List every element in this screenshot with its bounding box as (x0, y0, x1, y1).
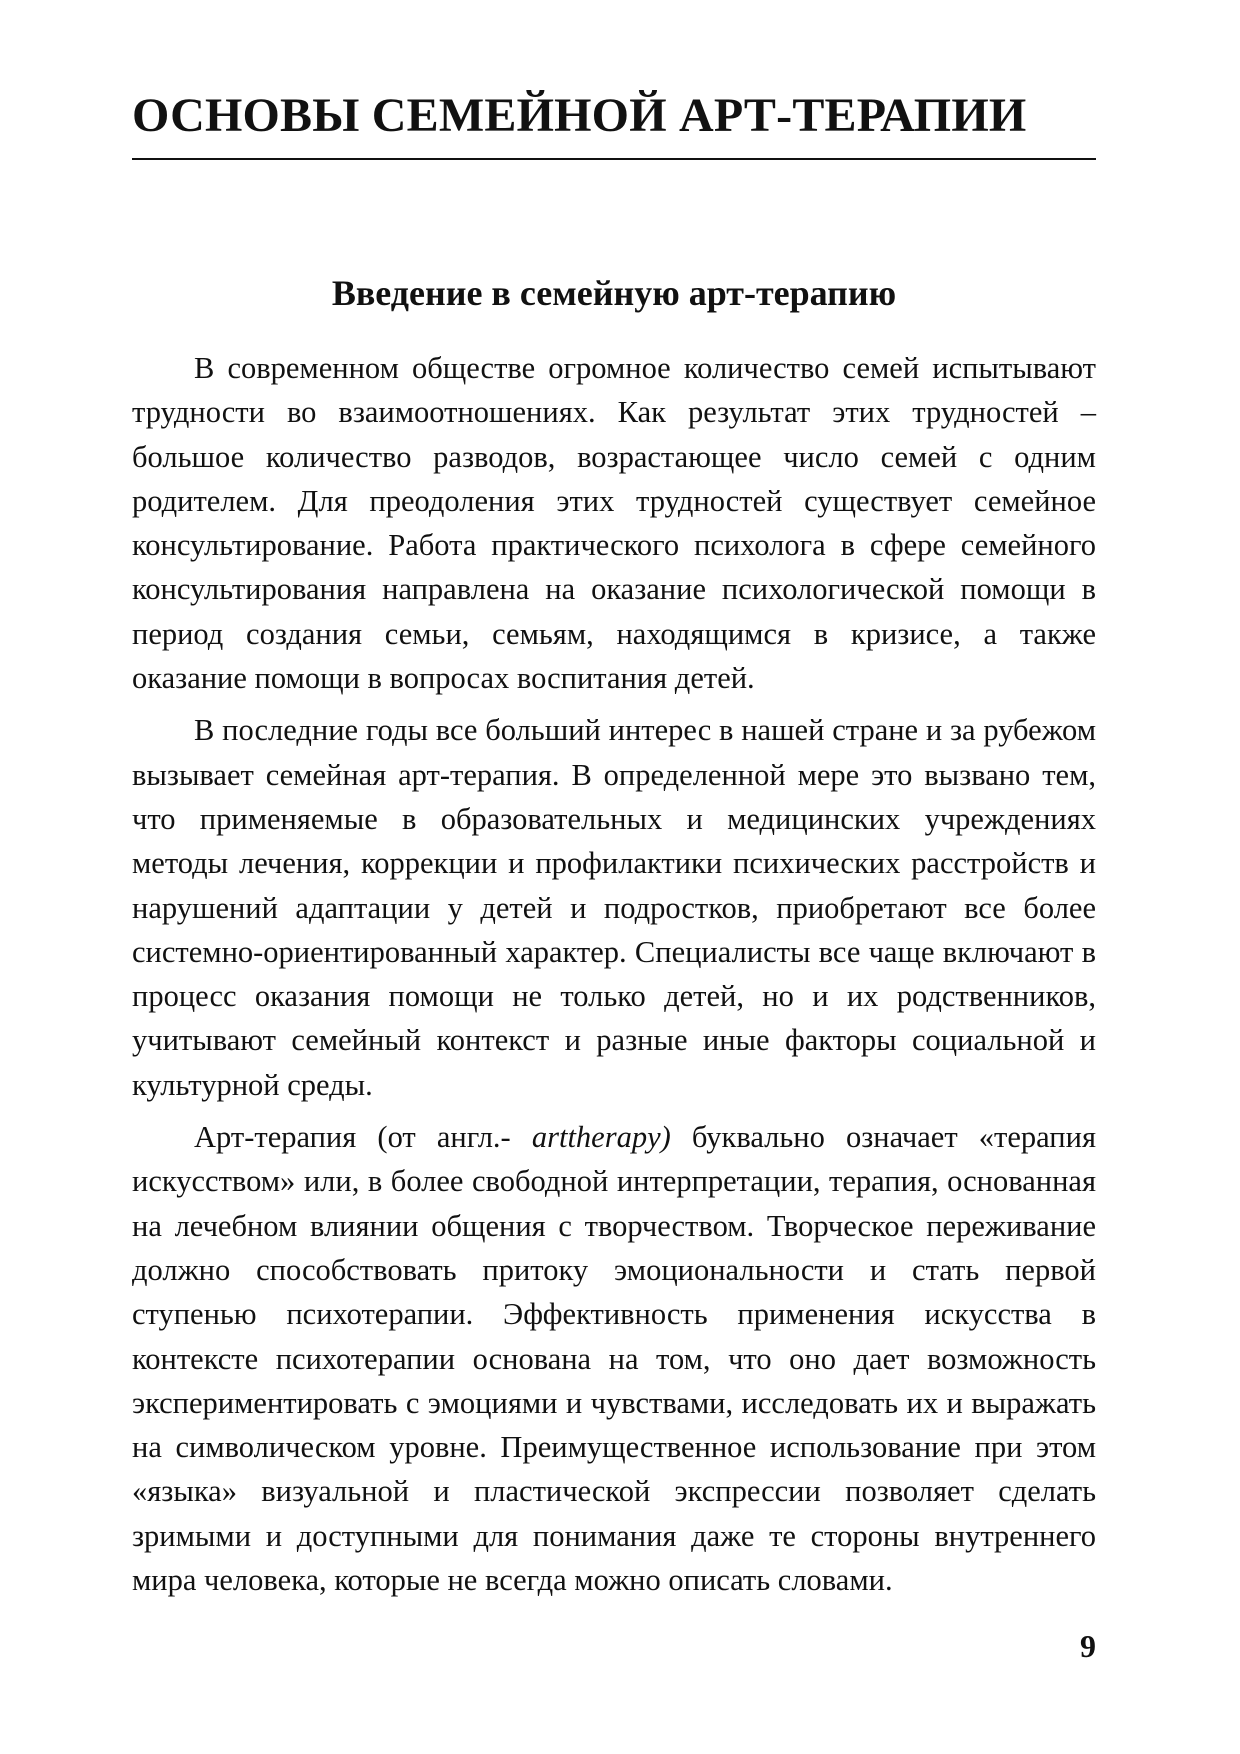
page-number: 9 (1080, 1628, 1096, 1664)
paragraph-3-rest: буквально означает «терапия искусством» или, в более свободной интерпретации, терапия, основанная на лечебном влиянии общения с творчеством. Творческое переживание должно способствовать притоку эмоциональности и стать первой ступенью психотерапии. Эффективность применения искусства в контексте психотерапии основана на том, что оно дает возможность экспериментировать с эмоциями и чувствами, исследовать их и выражать на символическом уровне. Преимущественное использование при этом «языка» визуальной и пластической экспрессии позволяет сделать зримыми и доступными для понимания даже те стороны внутреннего мира человека, которые не всегда можно описать словами. (132, 1120, 1096, 1598)
section-heading: Введение в семейную арт-терапию (331, 273, 897, 313)
paragraph-3 (132, 1115, 1096, 1602)
english-term: arttherapy) (531, 1120, 671, 1155)
chapter-title: ОСНОВЫ СЕМЕЙНОЙ АРТ-ТЕРАПИИ (132, 89, 1027, 142)
body-text (132, 346, 1096, 1610)
paragraph-1: В современном обществе огромное количество семей испытывают трудности во взаимоотношениях. Как результат этих трудностей – большое количество разводов, возрастающее число семей с одним родителем. Для преодоления этих трудностей существует семейное консультирование. Работа практического психолога в сфере семейного консультирования направлена на оказание психологической помощи в период создания семьи, семьям, находящимся в кризисе, а также оказание помощи в вопросах воспитания детей. (132, 351, 1096, 696)
title-underline (132, 158, 1096, 160)
paragraph-2: В последние годы все больший интерес в нашей стране и за рубежом вызывает семейная арт-терапия. В определенной мере это вызвано тем, что применяемые в образовательных и медицинских учреждениях методы лечения, коррекции и профилактики психических расстройств и нарушений адаптации у детей и подростков, приобретают все более системно-ориентированный характер. Специалисты все чаще включают в процесс оказания помощи не только детей, но и их родственников, учитывают семейный контекст и разные иные факторы социальной и культурной среды. (132, 713, 1096, 1102)
paragraph-3-start: Арт-терапия (от англ.- (194, 1120, 532, 1155)
